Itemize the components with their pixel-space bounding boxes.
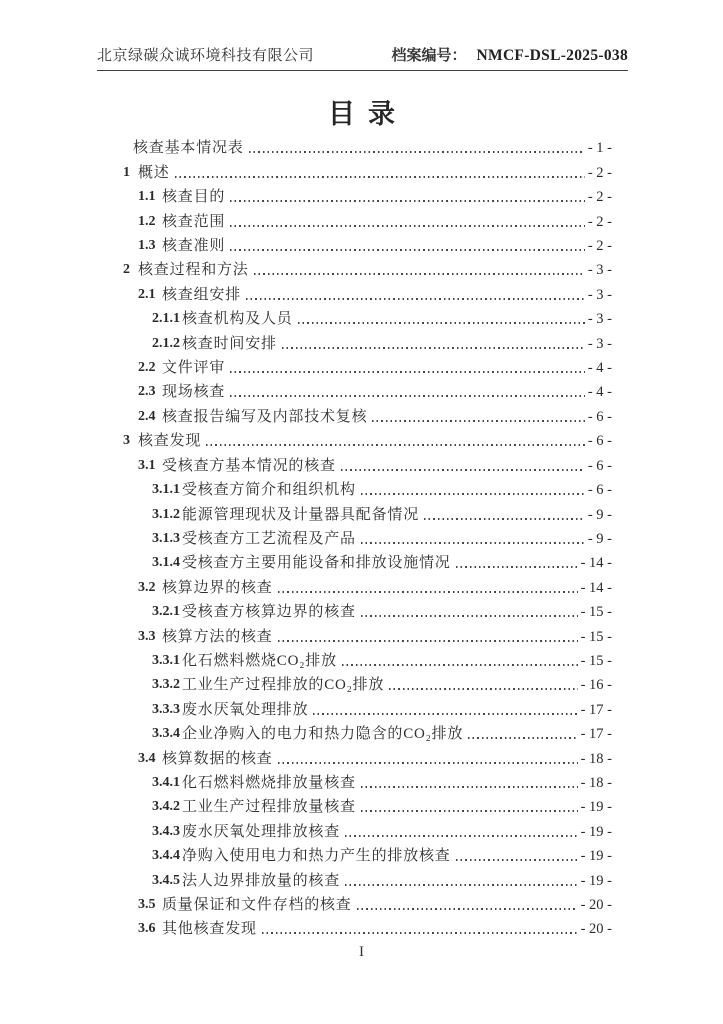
toc-entry — [97, 816, 612, 840]
toc-entry-title: 核算数据的核查 — [162, 750, 273, 767]
toc-entry-number: 3.1.4 — [152, 555, 180, 571]
toc-leader-dots — [254, 273, 585, 275]
toc-entry-title: 受核查方主要用能设备和排放设施情况 — [182, 555, 451, 572]
toc-entry-number: 3.3 — [138, 628, 156, 644]
toc-entry — [97, 572, 612, 596]
toc-leader-dots — [230, 200, 585, 202]
toc-leader-dots — [230, 371, 585, 373]
toc-entry-title: 化石燃料燃烧CO₂排放 — [182, 652, 337, 669]
toc-entry-title: 现场核查 — [162, 384, 226, 401]
toc-leader-dots — [424, 518, 585, 520]
toc-entry-title: 核查准则 — [162, 238, 226, 255]
toc-leader-dots — [230, 395, 585, 397]
toc-entry-page: - 18 - — [580, 750, 612, 767]
toc-leader-dots — [278, 640, 578, 642]
toc-entry-title: 核算方法的核查 — [162, 628, 273, 645]
toc-entry — [97, 694, 612, 718]
toc-leader-dots — [249, 151, 585, 153]
toc-entry-number: 1.2 — [138, 213, 156, 229]
toc-entry — [97, 157, 612, 181]
archive-number-value: NMCF-DSL-2025-038 — [476, 47, 628, 64]
toc-leader-dots — [372, 420, 584, 422]
toc-entry-page: - 19 - — [580, 823, 612, 840]
toc-leader-dots — [345, 884, 578, 886]
toc-entry-number: 1.1 — [138, 189, 156, 205]
toc-entry-page: - 3 - — [587, 262, 612, 279]
toc-entry-title: 废水厌氧处理排放 — [182, 701, 309, 718]
toc-entry — [97, 743, 612, 767]
toc-entry-title: 企业净购入的电力和热力隐含的CO₂排放 — [182, 726, 464, 743]
toc-entry-number: 2.1 — [138, 286, 156, 302]
toc-entry-title: 核查过程和方法 — [138, 262, 249, 279]
toc-entry — [97, 133, 612, 157]
toc-entry-title: 受核查方简介和组织机构 — [182, 482, 356, 499]
toc-entry-page: - 15 - — [580, 652, 612, 669]
toc-entry-number: 3.3.2 — [152, 677, 180, 693]
toc-leader-dots — [278, 591, 578, 593]
toc-entry-title: 净购入使用电力和热力产生的排放核查 — [182, 848, 451, 865]
toc-entry — [97, 206, 612, 230]
toc-entry — [97, 646, 612, 670]
toc-entry-title: 核查基本情况表 — [133, 140, 244, 157]
toc-leader-dots — [468, 737, 577, 739]
toc-entry — [97, 353, 612, 377]
toc-entry-page: - 2 - — [587, 213, 612, 230]
toc-entry — [97, 377, 612, 401]
toc-entry-page: - 16 - — [580, 677, 612, 694]
toc-entry-page: - 6 - — [587, 482, 612, 499]
toc-entry-title: 能源管理现状及计量器具配备情况 — [182, 506, 420, 523]
toc-entry-page: - 15 - — [580, 628, 612, 645]
toc-entry — [97, 182, 612, 206]
toc-entry-number: 3.4.2 — [152, 799, 180, 815]
toc-entry-page: - 9 - — [587, 506, 612, 523]
toc-leader-dots — [345, 835, 578, 837]
toc-entry-number: 2.2 — [138, 360, 156, 376]
toc-entry-title: 受核查方基本情况的核查 — [162, 457, 336, 474]
archive-number-label: 档案编号： — [391, 48, 467, 64]
toc-entry-number: 3.5 — [138, 897, 156, 912]
toc-list — [97, 133, 612, 938]
toc-entry-title: 概述 — [138, 164, 170, 181]
toc-entry-number: 3.1.1 — [152, 482, 180, 498]
archive-number-group — [392, 44, 629, 65]
toc-entry-number: 3 — [123, 433, 130, 449]
toc-entry — [97, 304, 612, 328]
toc-entry-number: 2.1.2 — [152, 335, 180, 351]
toc-entry-title: 核查组安排 — [162, 286, 242, 303]
toc-entry-title: 文件评审 — [162, 360, 226, 377]
toc-entry-title: 核查时间安排 — [182, 335, 277, 352]
toc-entry — [97, 597, 612, 621]
toc-entry-number: 3.3.1 — [152, 652, 180, 668]
toc-entry — [97, 401, 612, 425]
toc-entry-number: 3.1.3 — [152, 530, 180, 546]
toc-entry-page: - 20 - — [580, 897, 612, 913]
toc-leader-dots — [262, 932, 578, 934]
toc-entry-number: 3.3.4 — [152, 726, 180, 742]
toc-entry-page: - 6 - — [587, 408, 612, 425]
toc-entry-page: - 3 - — [587, 286, 612, 303]
toc-entry-number: 1.3 — [138, 238, 156, 254]
toc-entry — [97, 914, 612, 938]
toc-entry — [97, 499, 612, 523]
toc-entry-page: - 19 - — [580, 799, 612, 816]
toc-entry-title: 受核查方核算边界的核查 — [182, 604, 356, 621]
toc-entry-number: 3.4.4 — [152, 848, 180, 864]
toc-leader-dots — [361, 542, 585, 544]
toc-entry — [97, 670, 612, 694]
toc-leader-dots — [278, 762, 578, 764]
toc-leader-dots — [361, 786, 578, 788]
toc-entry — [97, 792, 612, 816]
toc-leader-dots — [230, 249, 585, 251]
toc-leader-dots — [389, 688, 577, 690]
toc-entry — [97, 328, 612, 352]
toc-entry-page: - 2 - — [587, 238, 612, 255]
toc-entry — [97, 279, 612, 303]
toc-leader-dots — [282, 347, 585, 349]
toc-entry-title: 核查目的 — [162, 189, 226, 206]
toc-leader-dots — [206, 444, 585, 446]
toc-entry-page: - 2 - — [587, 164, 612, 181]
toc-entry-number: 3.4.3 — [152, 823, 180, 839]
toc-entry-number: 2.4 — [138, 408, 156, 424]
toc-leader-dots — [342, 664, 578, 666]
toc-entry-title: 化石燃料燃烧排放量核查 — [182, 774, 356, 791]
toc-entry-number: 3.2 — [138, 579, 156, 595]
toc-entry-title: 核查报告编写及内部技术复核 — [162, 408, 368, 425]
toc-entry-page: - 19 - — [580, 848, 612, 865]
toc-leader-dots — [230, 225, 585, 227]
toc-entry-page: - 1 - — [587, 140, 612, 157]
toc-entry-number: 1 — [123, 164, 130, 180]
toc-entry-title: 核算边界的核查 — [162, 579, 273, 596]
toc-entry — [97, 255, 612, 279]
footer-page-number: I — [359, 944, 364, 960]
toc-entry-title: 废水厌氧处理排放核查 — [182, 823, 341, 840]
toc-leader-dots — [246, 298, 585, 300]
toc-entry-page: - 17 - — [580, 726, 612, 743]
toc-entry-page: - 14 - — [580, 555, 612, 572]
toc-entry-number: 3.4.5 — [152, 872, 180, 888]
toc-entry-number: 3.1 — [138, 457, 156, 473]
page-header — [97, 44, 628, 71]
toc-entry-page: - 2 - — [587, 189, 612, 206]
toc-entry-number: 3.4 — [138, 750, 156, 766]
toc-entry-number: 3.3.3 — [152, 701, 180, 717]
toc-leader-dots — [341, 469, 585, 471]
toc-entry-title: 工业生产过程排放的CO₂排放 — [182, 677, 385, 694]
toc-entry-number: 3.6 — [138, 921, 156, 937]
toc-entry-title: 法人边界排放量的核查 — [182, 872, 341, 889]
toc-entry — [97, 475, 612, 499]
toc-entry-title: 核查发现 — [138, 433, 202, 450]
toc-entry — [97, 524, 612, 548]
toc-entry — [97, 548, 612, 572]
toc-entry — [97, 719, 612, 743]
toc-entry — [97, 621, 612, 645]
toc-entry-page: - 3 - — [587, 335, 612, 352]
toc-leader-dots — [456, 859, 578, 861]
toc-entry-title: 受核查方工艺流程及产品 — [182, 530, 356, 547]
toc-entry — [97, 231, 612, 255]
toc-entry-page: - 9 - — [587, 530, 612, 547]
toc-entry-page: - 20 - — [580, 921, 612, 938]
toc-entry-page: - 17 - — [580, 701, 612, 718]
toc-entry-number: 3.1.2 — [152, 506, 180, 522]
toc-entry-title: 核查机构及人员 — [182, 311, 293, 328]
toc-entry-number: 3.2.1 — [152, 604, 180, 620]
toc-entry — [97, 865, 612, 889]
toc-entry-number: 2.3 — [138, 384, 156, 400]
toc-entry-number: 2.1.1 — [152, 311, 180, 327]
company-name: 北京绿碳众诚环境科技有限公司 — [97, 48, 315, 64]
toc-entry-page: - 6 - — [587, 457, 612, 474]
toc-entry-page: - 19 - — [580, 872, 612, 889]
toc-entry — [97, 890, 612, 914]
toc-entry-page: - 18 - — [580, 774, 612, 791]
toc-entry-title: 其他核查发现 — [162, 921, 257, 938]
toc-entry-title: 质量保证和文件存档的核查 — [162, 897, 352, 913]
toc-leader-dots — [175, 176, 585, 178]
toc-leader-dots — [313, 713, 577, 715]
toc-entry-page: - 3 - — [587, 311, 612, 328]
toc-leader-dots — [361, 810, 578, 812]
toc-entry-number: 2 — [123, 262, 130, 278]
toc-entry-page: - 4 - — [587, 360, 612, 377]
toc-entry — [97, 768, 612, 792]
toc-leader-dots — [298, 322, 585, 324]
toc-leader-dots — [357, 908, 578, 910]
page-title: 目录 — [328, 99, 408, 129]
toc-entry-title: 工业生产过程排放量核查 — [182, 799, 356, 816]
toc-entry-number: 3.4.1 — [152, 774, 180, 790]
toc-leader-dots — [361, 493, 585, 495]
toc-entry — [97, 841, 612, 865]
toc-entry-page: - 6 - — [587, 433, 612, 450]
toc-entry-page: - 15 - — [580, 604, 612, 621]
toc-entry-page: - 14 - — [580, 579, 612, 596]
toc-entry — [97, 450, 612, 474]
toc-entry — [97, 426, 612, 450]
toc-entry-page: - 4 - — [587, 384, 612, 401]
toc-entry-title: 核查范围 — [162, 213, 226, 230]
toc-leader-dots — [456, 566, 578, 568]
toc-leader-dots — [361, 615, 578, 617]
